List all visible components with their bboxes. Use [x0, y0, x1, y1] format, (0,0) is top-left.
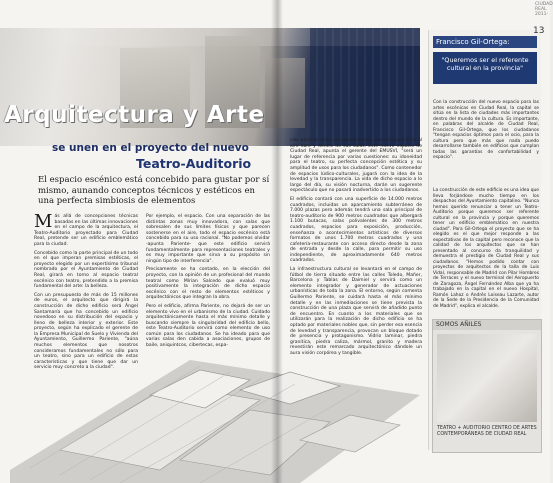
paragraph — [34, 211, 138, 248]
paragraph-text: ás allá de concepciones técnicas basadas en las últimas innovaciones en el campo de la arquitectura, el Teatro-Auditorio proyectado para Ciudad Real, pretende ser un edificio emblemático para la ciudad. — [34, 214, 138, 247]
paragraph: El edificio contará con una superficie de 14.000 metros cuadrados, incluidas un aparcamiento subterráneo de 7.000 plazas pero además tendrá una sala principal de teatro-auditorio de 900 metros cuadrados que albergará 1.100 butacas, salas polivalentes de 300 metros cuadrados, espacios para exposición, producción, enseñanza o acontecimientos artísticos de diversos formatos de unos 1.700 metros cuadrados y una cafetería-restaurante con acceso directo desde la zona de entrada y desde la calle, para permitir su uso independiente, de aproximadamente 640 metros cuadrados. — [290, 196, 422, 264]
masthead-line: CIUDAD — [535, 2, 553, 7]
paragraph: Precisamente se ha contado, en la elección del proyecto, con la opinión de un profesional del mundo teatral como Mírian Salcedo que evaluó muy positivamente la integración de dicho espacio escénico con el resto de elementos estéticos y arquitectónicos que integran la obra. — [146, 267, 270, 301]
rendering-photo-box — [432, 319, 542, 453]
photo-header: SOMOS AÑILES — [433, 320, 541, 330]
rendering-image — [437, 334, 537, 422]
paragraph: cios para las artes contemporáneas, para exposiciones al aire libre y dentro de sus salas. Este nuevo espacio de Ciudad Real, apunta el gerente del EMUSVI, "será un lugar de referencia por varias cuestiones: su idoneidad para el teatro, su perfecta concepción estética y su amplitud de usos para los ciudadanos". Como contenedor de espacios lúdico-culturales, jugará con la idea de la levedad y la transparencia. La vida de dicho espacio a lo largo del día, su visión nocturna, darán un sugerente espectáculo que no pasará inadvertido a los ciudadanos. — [290, 138, 422, 194]
lead-paragraph: El espacio escénico está concebido para gustar por sí mismo, aunando conceptos técnicos y estéticos en una perfecta simbiosis de elementos — [38, 175, 270, 207]
paragraph: Con un presupuesto de más de 15 millones de euros, el arquitecto que dirigirá la construcción de dicho edificio será Ángel Santamaría que ha concebido un edificio novedoso en su distribución del espacio y lleno de belleza interior y exterior. Este proyecto, según ha explicado el gerente de la Empresa Municipal de Suelo y Vivienda del Ayuntamiento, Guillermo Pariente, "aúna muchos elementos que nosotros consideramos fundamentales no sólo para un teatro, sino para un edificio de estas características y que tiene que dar un servicio muy concreto a la ciudad". — [34, 292, 138, 371]
sidebar-quote: "Queremos ser el referente cultural en la provincia" — [433, 52, 537, 84]
page-number: 13 — [533, 26, 545, 36]
page-gutter — [271, 0, 283, 483]
sidebar-paragraph: Con la construcción del nuevo espacio para las artes escénicas en Ciudad Real, la capital se sitúa en la lista de ciudades más importantes dentro del mundo de la cultura. Es importante, en palabras del alcalde de Ciudad Real, Francisco Gil-Ortega, que los ciudadanos "tengan espacios óptimos para el ocio, para la cultura pero que más que nada puedo desarrollarse también en edificios que cumplan todas las garantías de confortabilidad y espacio". — [433, 100, 539, 160]
sidebar-paragraph: La construcción de este edificio es una idea que lleva forjándose mucho tiempo en los despachos del Ayuntamiento capitalino. "Nunca hemos querido renunciar a tener un Teatro-Auditorio porque queremos ser referente cultural en la provincia y porque queremos tener un edificio emblemático en nuestra ciudad". Para Gil-Ortega el proyecto que se ha elegido es el que mejor responde a las expectativas de la capital pero reconoce que la calidad de los arquitectos que se han presentado al concurso da tranquilidad y demuestra el prestigio de Ciudad Real y sus ciudadanos. "Hemos podido contar con proyectos de arquitectos de la talla de Luis Vidal, responsable de Madrid con Pilar Hombres de Terraces y el nuevo terminal del Aeropuerto de Zaragoza, Ángel Fernández Alba que ya ha trabajado en la capital en el nuevo Hospital, Ramón Lahoz o Andrés Loiseau Lazarte, autor de la Sede de la Presidencia de la Comunidad de Madrid", explica el alcalde. — [433, 188, 539, 309]
article-title: Arquitectura y Arte — [4, 102, 265, 128]
article-subtitle-highlight: Teatro-Auditorio — [136, 156, 252, 171]
header-photo-banner — [0, 28, 420, 146]
banner-facade-shape — [310, 28, 420, 146]
masthead-tag — [535, 2, 553, 18]
text-column-right — [290, 138, 422, 360]
masthead-line: 2011- — [535, 12, 549, 18]
paragraph: Por ejemplo, el espacio. Con una separación de las distintas zonas muy innovadora, con salas que sobresalen de sus límites físicos y que parecen sostenerse en el aire, todo el espacio escénico está concebido para su uso racional. "No podemos olvidar -apunta Pariente- que este edificio servirá fundamentalmente para representaciones teatrales y es muy importante que sirva a su propósito sin ningún tipo de interferencia". — [146, 214, 270, 264]
sidebar-heading: Francisco Gil-Ortega: — [433, 36, 537, 48]
paragraph: Concebido como la parte principal de un todo en el que imperan premisas estéticas, el proyecto elegido por un expertísimo tribunal nombrado por el Ayuntamiento de Ciudad Real, girará en torno al espacio teatral escénico con teatro, pretendido a la premisa fundamental del arte: la belleza. — [34, 250, 139, 290]
paragraph: La infraestructura cultural se levantará en el campo de fútbol de tierra situado entre las calles Toledo, Mañer, Barcelona y Tablas de Daimiel y servirá como un elemento integrador y generador de actuaciones urbanísticas de toda la zona. El entorno, según comenta Guillermo Pariente, se cuidará hasta el más mínimo detalle y en las inmediaciones se tiene prevista la construcción de una plaza que servirá de añadido punto de encuentro. En cuanto a los materiales que se utilizarán para la realización de dicho edificio se ha optado por materiales nobles que, sin perder esa esencia de levedad y transparencia, provocan un bloque dotado de presencia y protagonismo. Vidrio laminar, piedra granítica, piedra caliza, mármol, granito y madera revestirán este remarcado arquitectónico dándole un aura visión corpórea y tangible. — [290, 267, 422, 356]
paragraph: Pero el edificio, afirma Pariente, no dejará de ser un elemento vivo en el urbanismo de la ciudad. Cuidado arquitectónicamente hasta el más mínimo detalle y buscando siempre la singularidad del edificio bello, este Teatro-Auditorio servirá como elemento de uso común para los ciudadanos. Se ha ideado para que varias salas den cabida a asociaciones, grupos de baile, aniquintcos, cibertecas, espa- — [146, 303, 270, 349]
drop-cap: M — [34, 211, 53, 232]
photo-caption: TEATRO + AUDITORIO CENTRO DE ARTES CONTEMPORÁNEAS DE CIUDAD REAL — [437, 426, 537, 437]
masthead-line: REAL — [535, 7, 547, 13]
article-subtitle: se unen en el proyecto del nuevo — [52, 142, 249, 154]
